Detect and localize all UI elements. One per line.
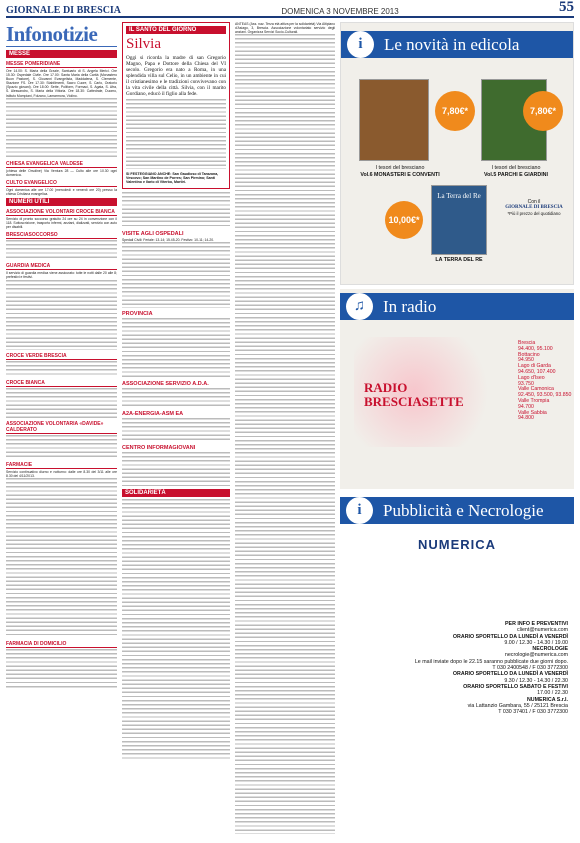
- info-icon: i: [346, 497, 373, 524]
- saint-name: Silvia: [126, 36, 162, 52]
- section-numeri-utili: NUMERI UTILI: [6, 198, 117, 206]
- filler-text: [6, 435, 117, 459]
- subhead-farmacia-domicilio: FARMACIA DI DOMICILIO: [6, 641, 117, 648]
- culto-text: Ogni domenica alle ore 17.00 (mercoledì e venerdì ore 20) presso la chiesa Cristiana evangelica.: [6, 187, 117, 196]
- chiesa-text: (chiesa delle Orsoline) Via Ventura 28 — Culto alle ore 10.30 ogni domenica.: [6, 168, 117, 177]
- necrologie-hours-heading: ORARIO SPORTELLO DA LUNEDÌ A VENERDÌ: [452, 671, 568, 678]
- subhead-chiesa-valdese: CHIESA EVANGELICA VALDESE: [6, 161, 117, 168]
- saint-box-title: IL SANTO DEL GIORNO: [126, 26, 226, 34]
- freq-garda-label: Lago di Garda: [518, 363, 551, 370]
- filler-text: [122, 242, 230, 308]
- book-cover-terra-del-re[interactable]: La Terra del Re: [431, 185, 487, 255]
- coupon-prefix: Con il: [527, 199, 541, 205]
- section-messe: MESSE: [6, 50, 117, 58]
- book1-caption-title: Vol.6 MONASTERI E CONVENTI: [360, 171, 440, 178]
- filler-text: [6, 98, 117, 158]
- book-cover-monasteri[interactable]: [359, 79, 429, 161]
- freq-iseo: 93.750: [518, 380, 534, 387]
- coupon-brand: GIORNALE DI BRESCIA: [505, 205, 563, 210]
- subhead-farmacie: FARMACIE: [6, 462, 117, 469]
- saint-box: [122, 22, 230, 189]
- messe-text: Ore 14.00: S. Maria della Grazie, Santuario di S. Angela Merici. Ore 15.30: Ospedale Civile. Ore 17.00: Santa Maria della Carità (Monastero Buon Pastore), S. Giovanni Evangelista, Maddalena, S. Clemente, Stazione FS. Ore 17.30: Stabilimenti, Sacro Cuore, S. Carlo, Oratorio (Spazio giovani). Ore 18.00: Sette, Poliform, Formaci, S. Agata, S. Afra, S. Alessandro, S. Maria della Vittoria. Ore 18.30: Cattedrale, Duomo, Istituto Mompiani, Folzano, Lamarmora, Violino.: [6, 69, 117, 98]
- book1-caption-series: I tesori del bresciano: [375, 165, 425, 171]
- saint-text: Oggi si ricorda la madre di san Gregorio Magno, Papa e Dottore della Chiesa del VI secolo. Gregorio era nato a Roma, in una splendida villa sul Celio, in un ambiente in cui il cristianesimo e le tradizioni convivevano con la vita civile della città. Silvia, con il marito Gordiano, educò il figlio alla fede.: [126, 55, 226, 97]
- company-phone: T 030 37401 / F 030 3772300: [498, 709, 568, 716]
- radio-brand: RADIO BRESCIASETTE: [364, 380, 464, 409]
- contact-info-heading: PER INFO E PREVENTIVI: [505, 621, 568, 627]
- book3-price: 10,00€*: [385, 201, 423, 239]
- numerica-logo[interactable]: NUMERICA: [417, 536, 497, 552]
- freq-bottacino: 94.950: [518, 357, 534, 364]
- radio-band: [340, 293, 574, 320]
- coupon-note: [497, 199, 571, 217]
- edicola-panel: [340, 22, 574, 285]
- book1-caption: [345, 165, 455, 178]
- filler-text: [6, 240, 117, 260]
- publication-name: GIORNALE DI BRESCIA: [6, 5, 122, 16]
- filler-text: [122, 388, 230, 408]
- subhead-croce-verde: CROCE VERDE BRESCIA: [6, 353, 117, 360]
- necrologie-phone: T 030 2400548 / F 030 3772300: [492, 665, 568, 672]
- filler-text: [6, 388, 117, 418]
- freq-sabbia-label: Valle Sabbia: [518, 409, 547, 416]
- freq-brescia: 94.400, 95.100: [518, 345, 553, 352]
- filler-text: [126, 99, 226, 169]
- contact-hours: 9.00 / 12.30 - 14.30 / 19.00: [504, 639, 568, 646]
- filler-text: [6, 280, 117, 350]
- radio-title: In radio: [383, 296, 437, 316]
- pubblicita-title: Pubblicità e Necrologie: [383, 500, 544, 520]
- edicola-band: [341, 31, 573, 58]
- guardia-text: Il servizio di guardia medica viene assicurato: tutte le notti dalle 20 alle 8; prefestivi e festivi.: [6, 271, 117, 280]
- filler-text: [6, 478, 117, 638]
- column-santo-del-giorno: [122, 22, 230, 839]
- book2-caption-series: I tesori del bresciano: [491, 165, 541, 171]
- column-infonotizie: [6, 22, 117, 839]
- book1-price: 7,80€*: [435, 91, 475, 131]
- page-header: [6, 2, 574, 18]
- subhead-culto: CULTO EVANGELICO: [6, 180, 117, 187]
- subhead-visite: VISITE AGLI OSPEDALI: [122, 230, 184, 237]
- column-promo: [340, 22, 574, 839]
- filler-text: [6, 361, 117, 377]
- freq-trompia-label: Valle Trompia: [518, 397, 550, 404]
- edicola-title: Le novità in edicola: [384, 34, 520, 54]
- subhead-a2a: A2A-ENERGIA-ASM EA: [122, 410, 184, 417]
- freq-bottacino-label: Bottacino: [518, 351, 540, 358]
- company-address: via Lattanzio Gambara, 55 / 25121 Brescia: [467, 702, 568, 709]
- necrologie-note: Le mail inviate dopo le 22.15 saranno pubblicate due giorni dopo.: [414, 658, 568, 665]
- necrologie-heading: NECROLOGIE: [532, 646, 568, 653]
- anteas-text: ANTEAS (Ass. naz. Terza età attiva per la solidarietà) Via Altipiano d'Asiago, 3, Brescia. Associazione volontariato servizio degli anziani. Organizza Servizi Socio-Culturali.: [235, 22, 335, 35]
- filler-text: [6, 649, 117, 689]
- radio-panel: [340, 289, 574, 489]
- farmacie-text: Servizio continuativo diurno e notturno: dalle ore 8.30 del 3/11 alle ore 8.30 del 4/11/2013.: [6, 469, 117, 478]
- filler-text: [122, 318, 230, 378]
- freq-camonica: 92.450, 93.500, 93.850: [518, 392, 572, 399]
- filler-text: [122, 499, 230, 759]
- book2-price: 7,80€*: [523, 91, 563, 131]
- subhead-guardia-medica: GUARDIA MEDICA: [6, 263, 117, 270]
- subhead-volontari: ASSOCIAZIONE VOLONTARIA «DAVIDE» CALDERATO: [6, 421, 117, 434]
- filler-text: [122, 192, 230, 228]
- subhead-associazione: ASSOCIAZIONE VOLONTARI CROCE BIANCA: [6, 209, 117, 216]
- subhead-bresciasoccorso: BRESCIASOCCORSO: [6, 232, 117, 239]
- necrologie-email[interactable]: necrologie@numerica.com: [504, 652, 568, 659]
- pubblicita-panel: [340, 493, 574, 809]
- visite-text: Spedali Civili: Feriale: 13-14; 15.45-20. Festivo: 10-11; 14-20.: [122, 237, 215, 242]
- filler-text: [235, 34, 335, 834]
- freq-garda: 94.650, 107.400: [518, 368, 556, 375]
- weekend-hours-heading: ORARIO SPORTELLO SABATO E FESTIVI: [463, 683, 568, 690]
- assoc-text: Servizio di pronto soccorso gratuito 24 ore su 24 in convenzione con il 118. Sottoscrizione, trasporto infermi, anziani, dializzati, servizio con auto per disabili.: [6, 217, 117, 230]
- info-icon: i: [347, 31, 374, 58]
- freq-brescia-label: Brescia: [518, 340, 536, 346]
- company-name: NUMERICA S.r.l.: [526, 696, 568, 703]
- book3-caption: LA TERRA DEL RE: [435, 257, 483, 263]
- subhead-provincia: PROVINCIA: [122, 310, 153, 317]
- section-title: Infonotizie: [6, 22, 117, 47]
- filler-text: [122, 452, 230, 486]
- subhead-ada: ASSOCIAZIONE SERVIZIO A.D.A.: [122, 380, 209, 387]
- freq-iseo-label: Lago d'Iseo: [518, 374, 545, 381]
- filler-text: [122, 418, 230, 442]
- radio-icon: ♫: [346, 293, 373, 320]
- radio-logo[interactable]: [354, 337, 504, 447]
- pubblicita-band: [340, 497, 574, 524]
- column-associazioni: [235, 22, 335, 839]
- page-number: 55: [559, 0, 574, 15]
- saint-also-celebrated: SI FESTEGGIANO ANCHE: San Gaudioso di Tarazona, Vescovo; San Martino de Porres; San Pirmino; Santi Valentino e Ilario di Viterbo, Martiri.: [126, 172, 219, 185]
- book2-caption-title: Vol.5 PARCHI E GIARDINI: [484, 171, 548, 178]
- coupon-footnote: *Più il prezzo del quotidiano: [507, 211, 561, 216]
- radio-frequencies: [518, 341, 571, 422]
- subhead-croce-bianca: CROCE BIANCA: [6, 380, 117, 387]
- contact-info: [346, 621, 568, 715]
- issue-date: DOMENICA 3 NOVEMBRE 2013: [281, 7, 399, 16]
- weekend-hours: 17.00 / 22.30: [537, 690, 568, 697]
- contact-email[interactable]: client@numerica.com: [516, 627, 568, 634]
- freq-camonica-label: Valle Camonica: [518, 386, 554, 393]
- contact-hours-heading: ORARIO SPORTELLO DA LUNEDÌ A VENERDÌ: [452, 633, 568, 640]
- freq-sabbia: 94.800: [518, 415, 534, 422]
- necrologie-hours: 9.30 / 12.30 - 14.30 / 22.30: [504, 677, 568, 684]
- book2-caption: [461, 165, 571, 178]
- section-solidarieta: SOLIDARIETÀ: [122, 489, 230, 497]
- freq-trompia: 94.700: [518, 403, 534, 410]
- subhead-messe-pomeridiane: MESSE POMERIDIANE: [6, 61, 117, 68]
- subhead-centro-informagiovani: CENTRO INFORMAGIOVANI: [122, 444, 196, 451]
